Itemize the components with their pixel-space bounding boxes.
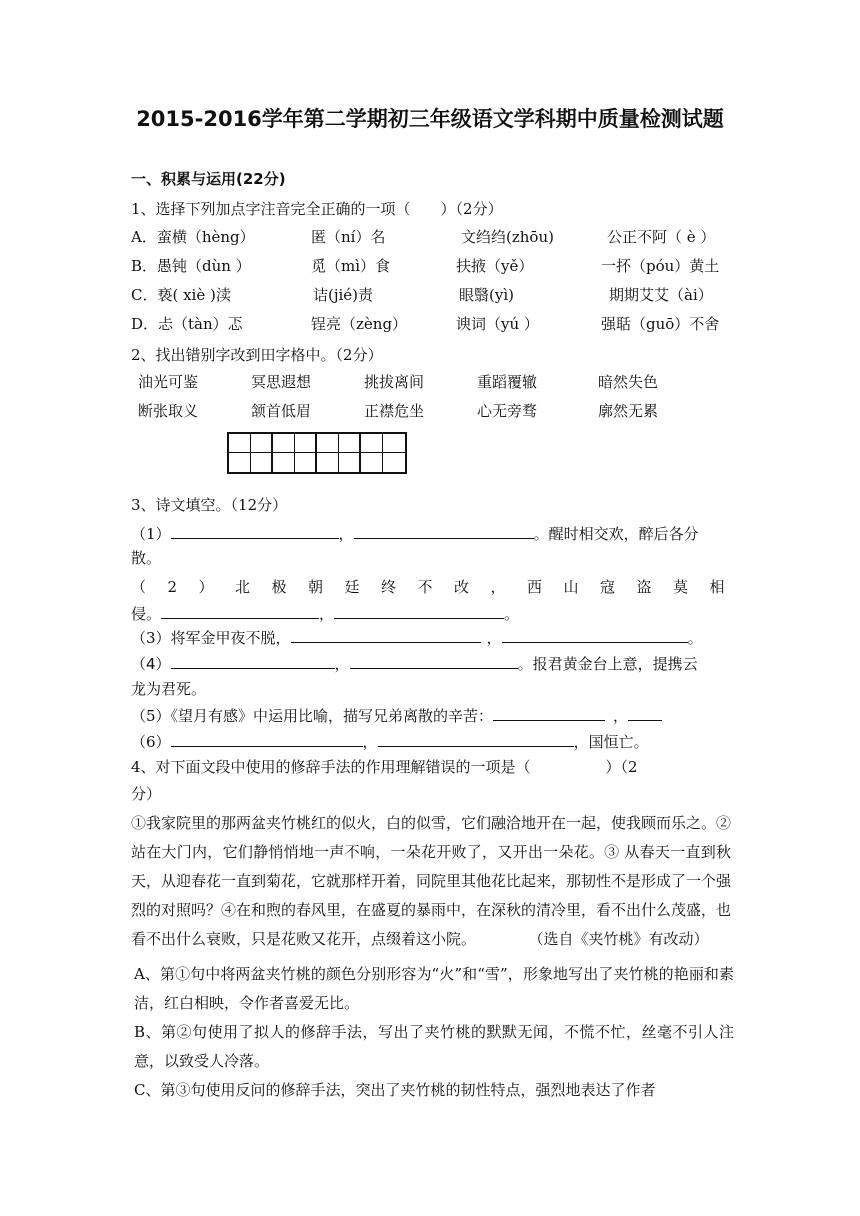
q2-word-row-2 <box>138 400 738 426</box>
grid-cell[interactable] <box>361 453 383 472</box>
answer-blank[interactable] <box>493 702 605 721</box>
answer-blank[interactable] <box>354 520 534 539</box>
poem-text: 。报君黄金台上意，提携云 <box>517 655 698 673</box>
q1-row-c <box>131 284 741 310</box>
answer-blank[interactable] <box>291 624 481 643</box>
option-cell: A．蛮横（hèng） <box>131 228 255 246</box>
q3-line-1-cont: 散。 <box>131 549 162 567</box>
word-item: 心无旁骛 <box>477 402 538 420</box>
answer-blank[interactable] <box>171 650 335 669</box>
grid-cell[interactable] <box>273 453 295 472</box>
grid-cell[interactable] <box>295 434 317 453</box>
q4-passage <box>131 780 731 954</box>
q1-row-a <box>131 226 741 252</box>
answer-blank[interactable] <box>378 728 574 747</box>
grid-cell[interactable] <box>339 434 361 453</box>
word-item: 正襟危坐 <box>364 402 425 420</box>
option-cell: 觅（mì）食 <box>311 257 391 275</box>
punctuation: 。 <box>687 629 703 647</box>
option-cell: 匿（ní）名 <box>311 228 386 246</box>
q3-line-2: （2）北极朝廷终不改，西山寇盗莫相 <box>131 578 747 596</box>
grid-cell[interactable] <box>339 453 361 472</box>
option-cell: 公正不阿（ è ） <box>607 228 716 246</box>
option-cell: D．忐（tàn）忑 <box>131 315 243 333</box>
poem-text: 侵。 <box>131 605 162 623</box>
punctuation: ， <box>338 525 354 543</box>
q1-row-d <box>131 313 741 339</box>
question-3-stem: 3、诗文填空。（12分） <box>131 496 288 514</box>
page-title: 2015-2016学年第二学期初三年级语文学科期中质量检测试题 <box>136 107 724 131</box>
punctuation: ， <box>319 605 335 623</box>
item-number: （4） <box>131 655 171 673</box>
grid-cell[interactable] <box>383 453 405 472</box>
option-cell: 一抔（póu）黄土 <box>601 257 720 275</box>
grid-cell[interactable] <box>229 453 251 472</box>
answer-blank[interactable] <box>171 728 363 747</box>
poem-text: （3）将军金甲夜不脱， <box>131 629 291 647</box>
q3-line-2-cont <box>131 600 731 627</box>
word-item: 廓然无累 <box>598 402 659 420</box>
word-item: 颔首低眉 <box>251 402 312 420</box>
grid-cell[interactable] <box>251 453 273 472</box>
word-item: 重蹈覆辙 <box>477 373 538 391</box>
grid-cell[interactable] <box>361 434 383 453</box>
q4-stem-cont: 分） <box>131 785 162 803</box>
answer-blank[interactable] <box>161 600 319 619</box>
option-cell: 期期艾艾（ài） <box>609 286 713 304</box>
option-cell: 眼翳(yì) <box>459 286 514 304</box>
passage-text: ①我家院里的那两盆夹竹桃红的似火，白的似雪，它们融洽地开在一起，使我顾而乐之。②站在大门内，它们静悄悄地一声不响，一朵花开败了，又开出一朵花。③ 从春天一直到秋天，从迎春花一直到菊花，它就那样开着，同院里其他花比起来，那韧性不是形成了一个强烈的对照吗？④在和煦的春风里，在盛夏的暴雨中，在深秋的清冷里，看不出什么茂盛，也看不出什么衰败，只是花败又花开，点缀着这小院。 <box>131 814 732 948</box>
word-item: 油光可鉴 <box>138 373 199 391</box>
grid-cell[interactable] <box>273 434 295 453</box>
grid-cell[interactable] <box>317 434 339 453</box>
q3-line-3 <box>131 624 731 651</box>
answer-blank[interactable] <box>350 650 518 669</box>
poem-text: （5）《望月有感》中运用比喻，描写兄弟离散的辛苦： <box>131 707 494 725</box>
punctuation: ， <box>362 733 378 751</box>
word-item: 暗然失色 <box>598 373 659 391</box>
punctuation: 。 <box>504 605 520 623</box>
word-item: 断张取义 <box>138 402 199 420</box>
q2-word-row-1 <box>138 371 738 397</box>
option-cell: 诘(jié)责 <box>313 286 374 304</box>
question-1-stem: 1、选择下列加点字注音完全正确的一项（ ）（2分） <box>131 200 503 218</box>
poem-text: ，国恒亡。 <box>573 733 649 751</box>
option-cell: 锃亮（zèng） <box>311 315 408 333</box>
option-cell: B．愚钝（dùn ） <box>131 257 251 275</box>
punctuation: ， <box>486 629 502 647</box>
q4-option-b: B、第②句使用了拟人的修辞手法，写出了夹竹桃的默默无闻，不慌不忙，丝毫不引人注意，以致受人冷落。 <box>134 1023 734 1070</box>
question-4-stem: 4、对下面文段中使用的修辞手法的作用理解错误的一项是（ ）（2 <box>131 758 638 776</box>
answer-blank[interactable] <box>171 520 339 539</box>
item-number: （1） <box>131 525 171 543</box>
grid-cell[interactable] <box>317 453 339 472</box>
option-cell: 文绉绉(zhōu) <box>461 228 554 246</box>
option-cell: 扶掖（yě） <box>456 257 534 275</box>
word-item: 冥思遐想 <box>251 373 312 391</box>
q3-line-1 <box>131 520 731 547</box>
question-2-stem: 2、找出错别字改到田字格中。（2分） <box>131 346 383 364</box>
item-number: （6） <box>131 733 171 751</box>
answer-blank[interactable] <box>502 624 688 643</box>
punctuation: ， <box>613 707 629 725</box>
grid-cell[interactable] <box>383 434 405 453</box>
q3-line-5 <box>131 702 731 729</box>
option-cell: 谀词（yú ） <box>456 315 539 333</box>
q3-line-6 <box>131 728 731 755</box>
q3-line-4-cont: 龙为君死。 <box>131 680 207 698</box>
tianzige-answer-grid[interactable] <box>227 432 407 474</box>
word-item: 挑拔离间 <box>364 373 425 391</box>
option-cell: C．亵( xiè )渎 <box>131 286 231 304</box>
q3-line-4 <box>131 650 731 677</box>
option-cell: 强聒（guō）不舍 <box>601 315 720 333</box>
q4-option-a: A、第①句中将两盆夹竹桃的颜色分别形容为“火”和“雪”，形象地写出了夹竹桃的艳丽和素洁，红白相映，令作者喜爱无比。 <box>134 965 734 1012</box>
punctuation: ， <box>334 655 350 673</box>
section-heading: 一、积累与运用(22分) <box>131 170 286 188</box>
q1-row-b <box>131 255 741 281</box>
grid-cell[interactable] <box>251 434 273 453</box>
poem-text: 。醒时相交欢，醉后各分 <box>533 525 699 543</box>
grid-cell[interactable] <box>295 453 317 472</box>
passage-source: （选自《夹竹桃》有改动） <box>536 930 709 948</box>
q4-option-c: C、第③句使用反问的修辞手法，突出了夹竹桃的韧性特点，强烈地表达了作者 <box>134 1081 656 1099</box>
answer-blank[interactable] <box>334 600 504 619</box>
grid-cell[interactable] <box>229 434 251 453</box>
answer-blank[interactable] <box>628 702 662 721</box>
